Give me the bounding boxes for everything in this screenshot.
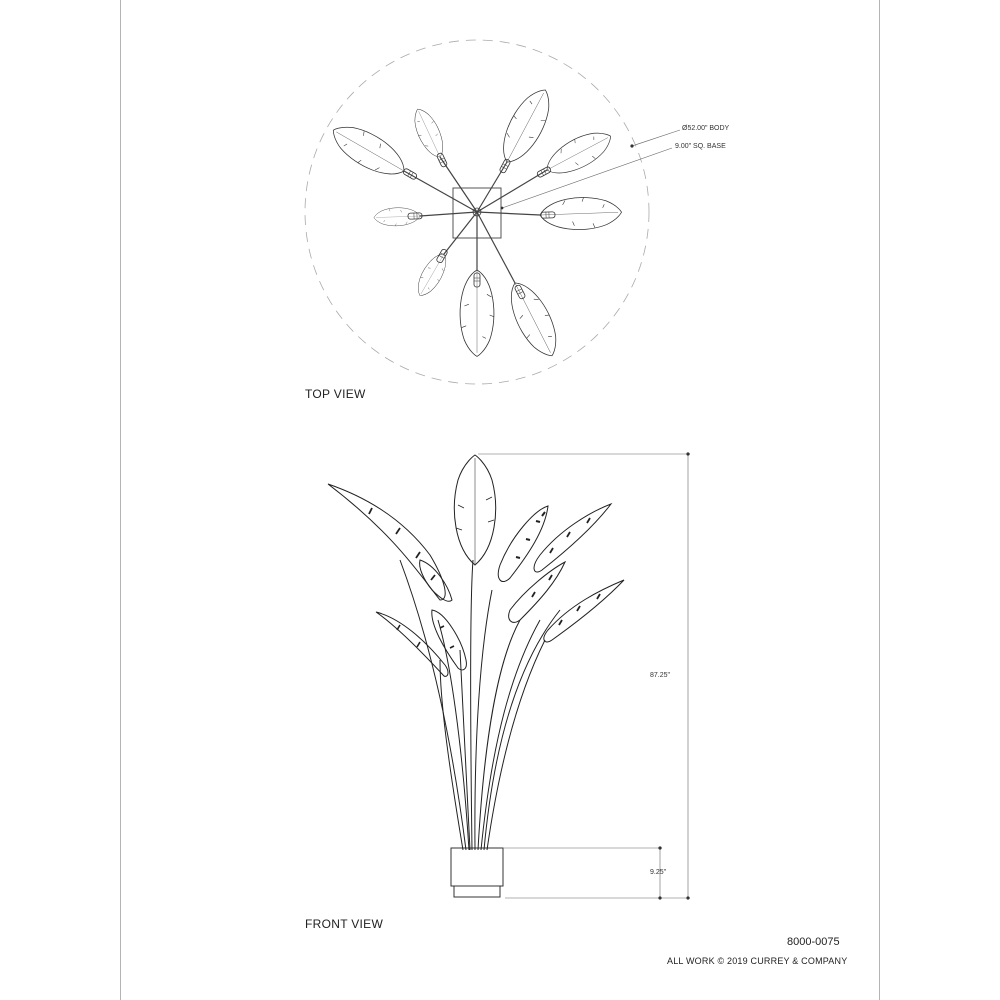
overall-height-label: 87.25"	[650, 672, 671, 679]
front-right-leaf-2	[534, 504, 611, 572]
top-leaf-2	[408, 105, 477, 212]
front-left-leaf-mid	[376, 612, 448, 676]
front-right-leaf-1	[498, 506, 548, 582]
front-left-leaf-upper	[328, 484, 445, 600]
part-number: 8000-0075	[787, 936, 840, 948]
top-leaf-7	[412, 212, 477, 300]
base-size-label: 9.00" SQ. BASE	[675, 143, 726, 150]
top-view-label: TOP VIEW	[305, 387, 366, 401]
front-left-leaf-small	[432, 610, 467, 670]
copyright-notice: ALL WORK © 2019 CURREY & COMPANY	[667, 956, 848, 966]
planter-foot	[454, 886, 500, 897]
top-leaf-3	[477, 82, 559, 212]
planter-pot	[451, 848, 503, 886]
front-view-label: FRONT VIEW	[305, 917, 384, 931]
base-height-label: 9.25"	[650, 869, 667, 876]
top-leaf-5	[477, 196, 622, 231]
top-view	[305, 40, 680, 384]
base-height-dimension	[503, 848, 662, 898]
top-leaf-1	[325, 116, 477, 212]
front-right-leaf-3	[509, 562, 565, 622]
front-right-leaf-4	[544, 580, 624, 642]
front-center-leaf	[454, 455, 495, 565]
top-leaf-9	[477, 212, 566, 363]
front-view	[328, 452, 690, 899]
body-diameter-label: Ø52.00" BODY	[682, 125, 730, 132]
body-leader-line	[632, 130, 680, 146]
base-leader-line	[502, 148, 672, 208]
top-leaf-6	[374, 207, 477, 227]
